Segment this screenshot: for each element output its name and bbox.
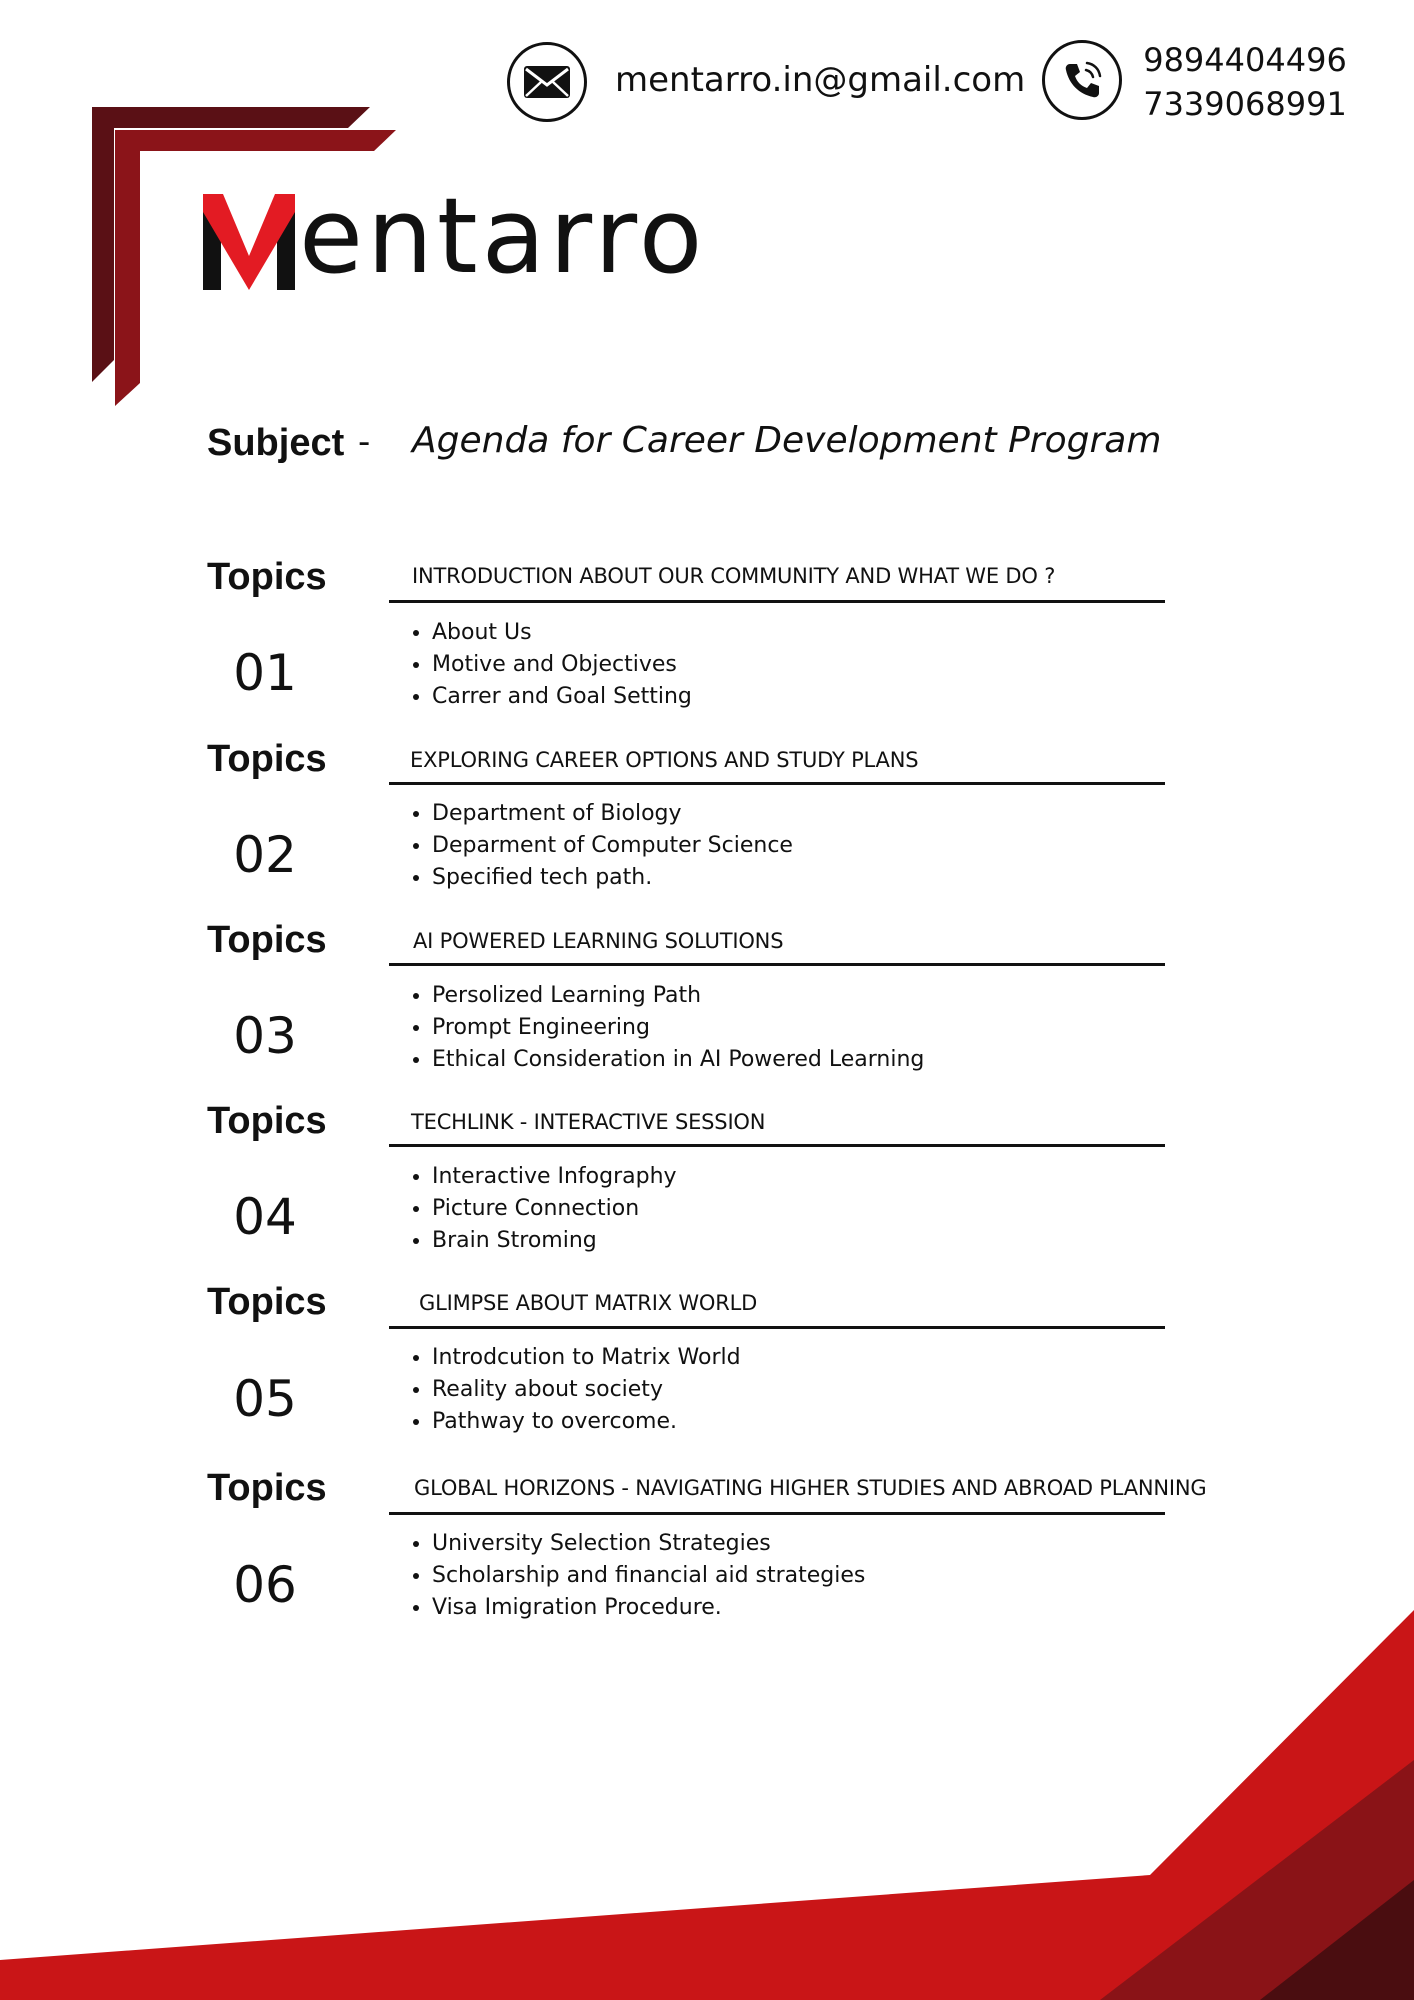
phone-number-1[interactable]: 9894404496 <box>1143 41 1347 79</box>
subject-separator: - <box>358 422 371 462</box>
topic-item: • Visa Imigration Procedure. <box>432 1592 865 1624</box>
topic-item: • University Selection Strategies <box>432 1528 865 1560</box>
logo-wordmark: entarro <box>299 175 707 297</box>
topic-number: 01 <box>233 644 297 702</box>
topic-item: • About Us <box>432 617 692 649</box>
topic-number: 02 <box>233 826 297 884</box>
phone-icon-badge <box>1042 40 1122 120</box>
topic-items <box>392 980 924 1076</box>
topic-divider <box>389 782 1165 785</box>
topic-items <box>392 1161 677 1257</box>
logo-initial <box>203 192 295 292</box>
topic-item: • Reality about society <box>432 1374 741 1406</box>
topic-divider <box>389 963 1165 966</box>
topic-item: • Department of Biology <box>432 798 793 830</box>
topic-item: • Pathway to overcome. <box>432 1406 741 1438</box>
topic-number: 05 <box>233 1370 297 1428</box>
topic-title: GLIMPSE ABOUT MATRIX WORLD <box>419 1291 758 1315</box>
topic-title: INTRODUCTION ABOUT OUR COMMUNITY AND WHAT WE DO ? <box>412 564 1056 588</box>
topic-item: • Ethical Consideration in AI Powered Learning <box>432 1044 924 1076</box>
contact-phones <box>1140 38 1350 126</box>
topic-divider <box>389 600 1165 603</box>
topic-label: Topics <box>207 1281 327 1323</box>
topic-item: • Prompt Engineering <box>432 1012 924 1044</box>
topic-item: • Deparment of Computer Science <box>432 830 793 862</box>
topic-items <box>392 1342 741 1438</box>
topic-item: • Motive and Objectives <box>432 649 692 681</box>
topic-item: • Introdcution to Matrix World <box>432 1342 741 1374</box>
topic-divider <box>389 1144 1165 1147</box>
topic-item: • Scholarship and financial aid strategies <box>432 1560 865 1592</box>
subject-label: Subject <box>207 422 345 464</box>
topic-item: • Specified tech path. <box>432 862 793 894</box>
topic-item: • Brain Stroming <box>432 1225 677 1257</box>
topic-divider <box>389 1512 1165 1515</box>
topic-item: • Persolized Learning Path <box>432 980 924 1012</box>
topic-divider <box>389 1326 1165 1329</box>
topic-label: Topics <box>207 919 327 961</box>
topic-item: • Interactive Infography <box>432 1161 677 1193</box>
topic-title: AI POWERED LEARNING SOLUTIONS <box>413 929 784 953</box>
topic-number: 03 <box>233 1007 297 1065</box>
topic-items <box>392 617 692 713</box>
phone-icon <box>1060 58 1104 102</box>
topic-label: Topics <box>207 1467 327 1509</box>
topic-number: 04 <box>233 1188 297 1246</box>
topic-label: Topics <box>207 1100 327 1142</box>
topic-item: • Carrer and Goal Setting <box>432 681 692 713</box>
phone-number-2[interactable]: 7339068991 <box>1143 85 1347 123</box>
topic-title: GLOBAL HORIZONS - NAVIGATING HIGHER STUDIES AND ABROAD PLANNING <box>414 1476 1207 1500</box>
topic-items <box>392 1528 865 1624</box>
topic-item: • Picture Connection <box>432 1193 677 1225</box>
topic-title: EXPLORING CAREER OPTIONS AND STUDY PLANS <box>410 748 919 772</box>
topic-label: Topics <box>207 738 327 780</box>
contact-email[interactable]: mentarro.in@gmail.com <box>615 60 1026 100</box>
email-icon-badge <box>507 42 587 122</box>
topic-items <box>392 798 793 894</box>
topic-title: TECHLINK - INTERACTIVE SESSION <box>411 1110 766 1134</box>
subject-text: Agenda for Career Development Program <box>412 420 1162 461</box>
topic-label: Topics <box>207 556 327 598</box>
envelope-icon <box>524 66 570 98</box>
topic-number: 06 <box>233 1556 297 1614</box>
